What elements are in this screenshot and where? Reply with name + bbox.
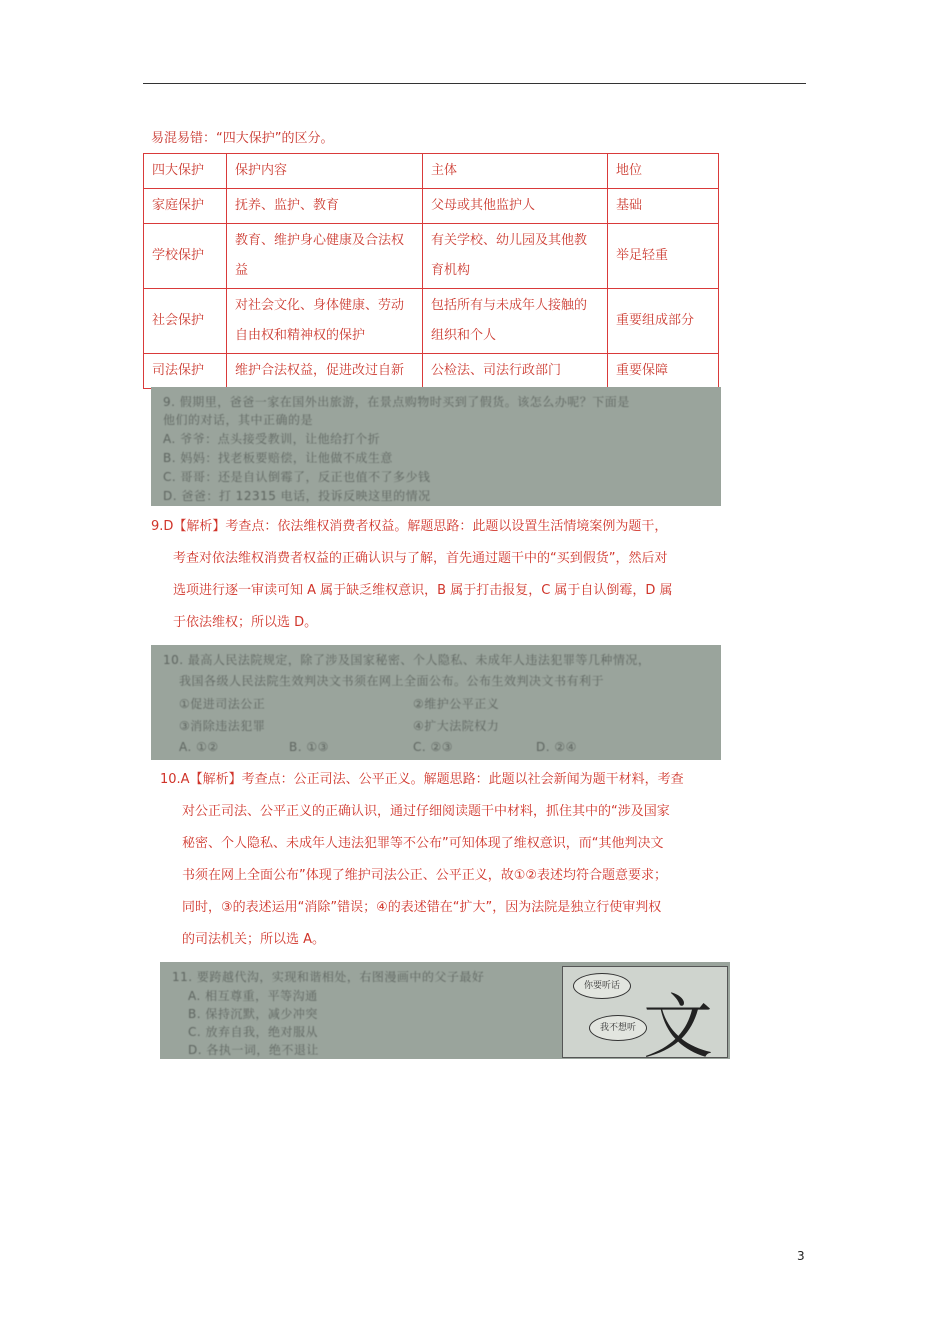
table-cell: 家庭保护 xyxy=(144,189,227,224)
photo-option: ②维护公平正义 xyxy=(413,697,500,711)
photo-text-line: 10. 最高人民法院规定，除了涉及国家秘密、个人隐私、未成年人违法犯罪等几种情况， xyxy=(163,653,651,667)
photo-text-line: A. 相互尊重，平等沟通 xyxy=(188,989,318,1003)
photo-text-line: B. 保持沉默，减少冲突 xyxy=(188,1007,318,1021)
photo-text-line: D. 爸爸：打 12315 电话，投诉反映这里的情况 xyxy=(163,489,431,503)
photo-text-line: A. 爷爷：点头接受教训，让他给打个折 xyxy=(163,432,381,446)
answer-line: 的司法机关；所以选 A。 xyxy=(182,932,326,947)
table-cell: 学校保护 xyxy=(144,224,227,289)
speech-bubble-bottom: 我不想听 xyxy=(589,1015,647,1041)
photo-choice: A. ①② xyxy=(179,740,219,754)
table-cell: 司法保护 xyxy=(144,354,227,389)
table-cell: 父母或其他监护人 xyxy=(423,189,608,224)
table-cell: 包括所有与未成年人接触的组织和个人 xyxy=(423,289,608,354)
page-number: 3 xyxy=(797,1249,805,1263)
table-cell: 基础 xyxy=(608,189,719,224)
answer-line: 考查对依法维权消费者权益的正确认识与了解，首先通过题干中的“买到假货”，然后对 xyxy=(173,551,668,566)
four-protections-table xyxy=(143,153,719,389)
cartoon-character: 文 xyxy=(643,986,713,1068)
table-row xyxy=(144,289,719,354)
question-10-photo xyxy=(151,645,721,760)
table-cell: 公检法、司法行政部门 xyxy=(423,354,608,389)
table-cell: 有关学校、幼儿园及其他教育机构 xyxy=(423,224,608,289)
table-cell: 重要组成部分 xyxy=(608,289,719,354)
question-10-answer xyxy=(160,764,684,956)
answer-line: 同时，③的表述运用“消除”错误；④的表述错在“扩大”，因为法院是独立行使审判权 xyxy=(182,900,662,915)
photo-option: ④扩大法院权力 xyxy=(413,719,500,733)
answer-line: 秘密、个人隐私、未成年人违法犯罪等不公布”可知体现了维权意识，而“其他判决文 xyxy=(182,836,664,851)
table-row xyxy=(144,189,719,224)
table-row xyxy=(144,224,719,289)
answer-line: 10.A【解析】考查点：公正司法、公平正义。解题思路：此题以社会新闻为题干材料，考查 xyxy=(160,772,684,787)
photo-text-line: 11. 要跨越代沟，实现和谐相处，右图漫画中的父子最好 xyxy=(172,970,485,984)
photo-text-line: B. 妈妈：找老板要赔偿，让他做不成生意 xyxy=(163,451,393,465)
answer-line: 选项进行逐一审读可知 A 属于缺乏维权意识，B 属于打击报复，C 属于自认倒霉，D 属 xyxy=(173,583,673,598)
table-header-cell: 主体 xyxy=(423,154,608,189)
table-cell: 对社会文化、身体健康、劳动自由权和精神权的保护 xyxy=(227,289,423,354)
table-header-row xyxy=(144,154,719,189)
table-header-cell: 地位 xyxy=(608,154,719,189)
header-rule xyxy=(143,83,806,84)
answer-line: 于依法维权；所以选 D。 xyxy=(173,615,318,630)
table-cell: 维护合法权益，促进改过自新 xyxy=(227,354,423,389)
photo-text-line: C. 哥哥：还是自认倒霉了，反正也值不了多少钱 xyxy=(163,470,431,484)
photo-text-line: 9. 假期里，爸爸一家在国外出旅游，在景点购物时买到了假货。该怎么办呢？下面是 xyxy=(163,395,630,409)
table-cell: 社会保护 xyxy=(144,289,227,354)
table-cell: 举足轻重 xyxy=(608,224,719,289)
photo-option: ①促进司法公正 xyxy=(179,697,266,711)
question-9-answer xyxy=(151,511,673,639)
question-9-photo xyxy=(151,387,721,506)
table-cell: 教育、维护身心健康及合法权益 xyxy=(227,224,423,289)
photo-option: ③消除违法犯罪 xyxy=(179,719,266,733)
photo-text-line: D. 各执一词，绝不退让 xyxy=(188,1043,319,1057)
speech-bubble-top: 你要听话 xyxy=(573,973,631,999)
answer-line: 书须在网上全面公布”体现了维护司法公正、公平正义，故①②表述均符合题意要求； xyxy=(182,868,668,883)
photo-choice: B. ①③ xyxy=(289,740,329,754)
answer-line: 对公正司法、公平正义的正确认识，通过仔细阅读题干中材料，抓住其中的“涉及国家 xyxy=(182,804,670,819)
table-row xyxy=(144,354,719,389)
section-heading: 易混易错：“四大保护”的区分。 xyxy=(151,131,334,146)
photo-choice: C. ②③ xyxy=(413,740,454,754)
father-son-cartoon xyxy=(562,966,728,1068)
answer-line: 9.D【解析】考查点：依法维权消费者权益。解题思路：此题以设置生活情境案例为题干， xyxy=(151,519,668,534)
table-header-cell: 保护内容 xyxy=(227,154,423,189)
table-header-cell: 四大保护 xyxy=(144,154,227,189)
table-cell: 抚养、监护、教育 xyxy=(227,189,423,224)
photo-text-line: 他们的对话，其中正确的是 xyxy=(163,413,314,427)
photo-choice: D. ②④ xyxy=(536,740,577,754)
photo-text-line: 我国各级人民法院生效判决文书须在网上全面公布。公布生效判决文书有利于 xyxy=(179,674,605,688)
table-cell: 重要保障 xyxy=(608,354,719,389)
photo-text-line: C. 放弃自我，绝对服从 xyxy=(188,1025,319,1039)
